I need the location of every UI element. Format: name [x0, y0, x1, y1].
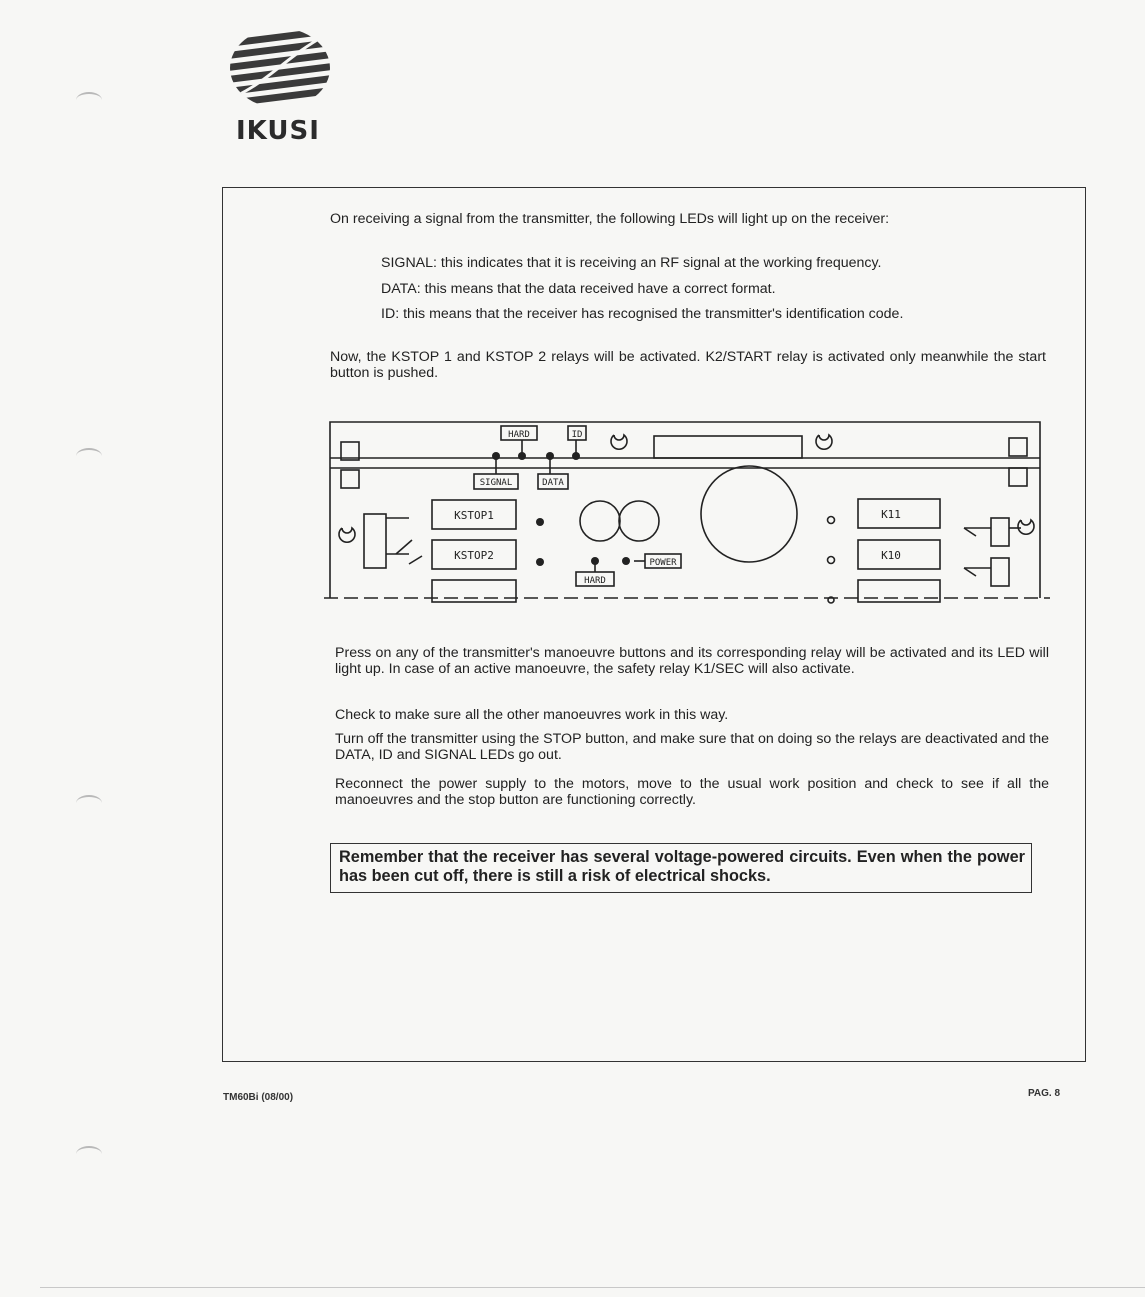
punch-hole	[76, 92, 102, 108]
receiver-board-diagram	[324, 418, 1050, 618]
warning-box: Remember that the receiver has several voltage-powered circuits. Even when the power has been cut off, there is still a risk of electrical shocks.	[330, 843, 1032, 893]
paragraph-intro: On receiving a signal from the transmitter, the following LEDs will light up on the receiver:	[330, 211, 890, 227]
punch-hole	[76, 1146, 102, 1162]
paragraph-id: ID: this means that the receiver has recognised the transmitter's identification code.	[381, 306, 904, 322]
board-outline	[330, 422, 1040, 598]
punch-hole	[76, 448, 102, 464]
ikusi-logo-icon	[228, 26, 340, 112]
label-data: DATA	[542, 478, 564, 488]
paragraph-turnoff: Turn off the transmitter using the STOP button, and make sure that on doing so the relays are deactivated and the DATA, ID and SIGNAL LEDs go out.	[335, 731, 1050, 763]
paragraph-relays: Now, the KSTOP 1 and KSTOP 2 relays will be activated. K2/START relay is activated only meanwhile the start button is pushed.	[330, 349, 1046, 381]
label-power: POWER	[649, 558, 677, 568]
punch-hole	[76, 795, 102, 811]
label-kstop1: KSTOP1	[454, 509, 494, 522]
label-k10: K10	[881, 549, 901, 562]
label-kstop2: KSTOP2	[454, 549, 494, 562]
paragraph-reconnect: Reconnect the power supply to the motors, move to the usual work position and check to see if all the manoeuvres and the stop button are functioning correctly.	[335, 776, 1049, 808]
label-hard-top: HARD	[508, 430, 530, 440]
label-id: ID	[571, 430, 583, 440]
paragraph-data: DATA: this means that the data received have a correct format.	[381, 281, 776, 297]
brand-name: IKUSI	[236, 116, 320, 146]
footer-doc-code: TM60Bi (08/00)	[223, 1092, 294, 1103]
page-edge	[40, 1287, 1145, 1288]
paragraph-signal: SIGNAL: this indicates that it is receiving an RF signal at the working frequency.	[381, 255, 882, 271]
footer-page-number: PAG. 8	[1028, 1088, 1061, 1099]
label-hard-bottom: HARD	[584, 576, 606, 586]
label-signal: SIGNAL	[479, 478, 513, 488]
label-k11: K11	[881, 508, 901, 521]
paragraph-check: Check to make sure all the other manoeuvres work in this way.	[335, 707, 729, 723]
paragraph-press: Press on any of the transmitter's manoeuvre buttons and its corresponding relay will be activated and its LED will light up. In case of an active manoeuvre, the safety relay K1/SEC will also activate.	[335, 645, 1049, 677]
